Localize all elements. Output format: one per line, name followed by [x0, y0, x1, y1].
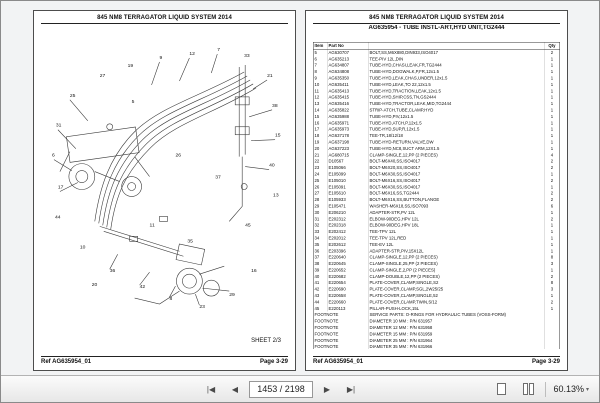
cell-qty: 6 [550, 203, 554, 209]
cell-item: 21 [314, 152, 328, 158]
parts-table-viewport [313, 42, 560, 349]
cell-item: 36 [314, 248, 328, 254]
two-page-view-button[interactable] [518, 380, 538, 399]
cell-item: 26 [314, 184, 328, 190]
cell-item: 32 [314, 222, 328, 228]
cell-qty: 1 [550, 145, 554, 151]
cell-description: BOLT-M6X16,SS,ISO4017 [369, 177, 545, 183]
cell-item: 16 [314, 120, 328, 126]
cell-part-no: AG630707 [328, 49, 369, 55]
cell-qty: 1 [550, 267, 554, 273]
cell-description: PLATE-COVER,CLAMP,TWIN,S/12 [369, 299, 545, 305]
cell-description: TUBE-HYD,NC8,SUCT ARM,12X1.5 [369, 145, 545, 151]
diagram-callout-number: 7 [217, 47, 221, 54]
single-page-view-button[interactable] [491, 380, 511, 399]
cell-description: STRIP-ATCH,TUBE,CLAMP,HYD [369, 107, 545, 113]
cell-footnote-label: FOOTNOTE [314, 344, 369, 349]
header-rule [41, 23, 288, 24]
diagram-callout-number: 19 [127, 63, 134, 69]
cell-item: 11 [314, 88, 328, 94]
cell-qty: 1 [550, 101, 554, 107]
page-title: 845 NM8 TERRAGATOR LIQUID SYSTEM 2014 [369, 15, 504, 21]
cell-item: 5 [314, 49, 328, 55]
diagram-callout-number: 26 [175, 152, 181, 159]
diagram-callout-number: 17 [57, 184, 64, 191]
parts-table [313, 42, 560, 349]
cell-item: 14 [314, 107, 328, 113]
cell-description: TUBE-HYD,TRACTION,LEAK,12x1.5 [369, 88, 545, 94]
cell-item: 28 [314, 197, 328, 203]
diagram-callout-number: 6 [51, 152, 55, 159]
cell-part-no: E105471 [328, 203, 369, 209]
cell-qty: 2 [550, 299, 554, 305]
page-number-input[interactable] [249, 381, 313, 398]
cell-item: 42 [314, 286, 328, 292]
last-page-button[interactable]: ▶| [346, 384, 356, 394]
diagram-callout-number: 13 [273, 192, 279, 199]
cell-qty: 1 [550, 293, 554, 299]
diagram-callout-number: 42 [139, 284, 146, 291]
cell-item: 39 [314, 267, 328, 273]
cell-qty: 8 [550, 254, 554, 260]
cell-part-no: AG635213 [328, 56, 369, 62]
next-page-button[interactable]: ▶ [323, 384, 331, 394]
cell-qty: 1 [550, 56, 554, 62]
cell-part-no: E220645 [328, 261, 369, 267]
cell-qty: 1 [550, 184, 554, 190]
diagram-callout-number: 37 [215, 174, 221, 181]
cell-description: TEE-TPV 12L,RED [369, 235, 545, 241]
cell-qty: 1 [550, 139, 554, 145]
footer-ref: Ref AG635954_01 [41, 359, 92, 365]
cell-qty: 4 [550, 152, 554, 158]
cell-description: TUBE-HYD,TRACTOR,LEAK,MID,TG2444 [369, 101, 545, 107]
cell-part-no: E220658 [328, 293, 369, 299]
cell-part-no: E220654 [328, 280, 369, 286]
assembly-subtitle: AG635954 - TUBE INSTL-ART,HYD UNIT,TG2444 [368, 25, 505, 31]
cell-part-no: E220113 [328, 305, 369, 311]
cell-qty: 2 [550, 158, 554, 164]
cell-description: TUBE-HYD,DOGWALK,P,FR,12x1.5 [369, 69, 545, 75]
zoom-control[interactable] [553, 384, 589, 394]
header-part-no: Part No [328, 43, 369, 49]
view-zoom-group [491, 376, 589, 402]
cell-qty: 1 [550, 94, 554, 100]
cell-qty: 1 [550, 107, 554, 113]
cell-part-no: AG635822 [328, 107, 369, 113]
cell-part-no: AG635971 [328, 120, 369, 126]
cell-footnote-label: FOOTNOTE [314, 325, 369, 331]
sheet-label: SHEET 2/3 [251, 338, 281, 344]
cell-item: 23 [314, 165, 328, 171]
cell-item: 34 [314, 235, 328, 241]
diagram-callout-number: 5 [131, 98, 135, 105]
header-qty: Qty [548, 43, 556, 48]
cell-part-no: E203396 [328, 248, 369, 254]
cell-description: TUBE-HYD,ATCH,P,12x1.5 [369, 120, 545, 126]
cell-part-no: AG637198 [328, 139, 369, 145]
cell-qty: 2 [550, 49, 554, 55]
cell-footnote-text: DIAMETER 35 MM : P/N 631966 [369, 344, 545, 349]
first-page-button[interactable]: |◀ [206, 384, 216, 394]
page-navigation-group [201, 376, 361, 402]
cell-part-no: AG634808 [328, 69, 369, 75]
cell-description: ADAPTER-STR,PV 12L [369, 209, 545, 215]
cell-qty: 2 [550, 216, 554, 222]
cell-qty: 1 [550, 69, 554, 75]
header-item: Item [314, 43, 328, 49]
cell-description: BOLT-M6X40,SS,ISO4017 [369, 158, 545, 164]
cell-qty: 1 [550, 229, 554, 235]
cell-description: TEE-EV 12L [369, 241, 545, 247]
cell-qty: 1 [550, 241, 554, 247]
cell-item: 25 [314, 177, 328, 183]
cell-description: BOLT-M6X30,SS,ISO4017 [369, 171, 545, 177]
cell-qty: 2 [550, 190, 554, 196]
cell-part-no: AG637178 [328, 133, 369, 139]
cell-qty: 1 [550, 133, 554, 139]
cell-qty: 2 [550, 177, 554, 183]
cell-part-no: AG680715 [328, 152, 369, 158]
cell-footnote-label: FOOTNOTE [314, 312, 369, 318]
cell-part-no: E220690 [328, 286, 369, 292]
diagram-callout-number: 38 [272, 102, 278, 109]
cell-part-no: E206210 [328, 209, 369, 215]
cell-description: CLAMP-SINGLE,2,PP (2 PIECES) [369, 267, 545, 273]
diagram-callout-number: 40 [269, 162, 275, 169]
cell-description: PLATE-COVER,CLAMP,SINGLE,52 [369, 293, 545, 299]
footer-page-number: Page 3-29 [259, 359, 288, 365]
diagram-callout-number: 10 [79, 244, 86, 251]
diagram-callout-number: 9 [159, 55, 163, 62]
cell-item: 12 [314, 94, 328, 100]
cell-description: TUBE-HYD-RETURN,VALVE,DW [369, 139, 545, 145]
cell-part-no: E220682 [328, 273, 369, 279]
cell-footnote-text: DIAMETER 25 MM : P/N 631964 [369, 337, 545, 343]
cell-part-no: AG634807 [328, 62, 369, 68]
cell-part-no: AG635415 [328, 94, 369, 100]
cell-description: TEE-TR,18/12/18 [369, 133, 545, 139]
cell-item: 8 [314, 69, 328, 75]
cell-part-no: D10567 [328, 158, 369, 164]
cell-description: TEE-TPV 12L [369, 229, 545, 235]
cell-description: TUBE-HYD,SUP,R,12x1.5 [369, 126, 545, 132]
cell-item: 18 [314, 133, 328, 139]
cell-footnote-text: DIAMETER 10 MM : P/N 631957 [369, 318, 545, 324]
cell-part-no: AG635413 [328, 88, 369, 94]
cell-item: 27 [314, 190, 328, 196]
cell-qty: 1 [550, 248, 554, 254]
cell-description: TUBE-HYD,CHASI,LEAK,FR,TG2444 [369, 62, 545, 68]
cell-qty: 2 [550, 165, 554, 171]
single-page-icon [497, 383, 506, 395]
cell-item: 43 [314, 293, 328, 299]
footnote-row [314, 344, 560, 349]
cell-footnote-label: FOOTNOTE [314, 318, 369, 324]
cell-description: BOLT,SS,M6X880,DIN933,ISO4017 [369, 49, 545, 55]
cell-part-no: E202412 [328, 229, 369, 235]
zoom-value: 60.13% [553, 384, 584, 394]
diagram-callout-number: 12 [189, 51, 195, 58]
document-page-left [33, 10, 296, 371]
diagram-callout-number: 27 [99, 72, 106, 79]
footer-ref: Ref AG635954_01 [313, 359, 364, 365]
cell-description: TUBE-HYD,LEAK,CHAS,UNDER,12x1.5 [369, 75, 545, 81]
cell-footnote-label: FOOTNOTE [314, 337, 369, 343]
cell-item: 7 [314, 62, 328, 68]
diagram-callout-number: 21 [267, 72, 273, 79]
cell-qty: 1 [550, 305, 554, 311]
cell-qty: 1 [550, 81, 554, 87]
cell-qty: 2 [550, 273, 554, 279]
cell-qty: 3 [550, 261, 554, 267]
footer-page-number: Page 3-29 [531, 359, 560, 365]
cell-part-no: AG635416 [328, 101, 369, 107]
cell-description: CLAMP-SINGLE,25,PP (2 PIECES) [369, 261, 545, 267]
table-header-row [314, 43, 560, 50]
cell-part-no: E105099 [328, 171, 369, 177]
cell-description: TUBE-HYD,PIV,12x1.5 [369, 113, 545, 119]
diagram-callout-number: 15 [275, 132, 281, 139]
page-title: 845 NM8 TERRAGATOR LIQUID SYSTEM 2014 [97, 15, 232, 21]
cell-part-no: AG635350 [328, 75, 369, 81]
diagram-callout-number: 31 [55, 122, 62, 129]
cell-description: BOLT-M6X16,SS,BUTTON,FLANGE [369, 197, 545, 203]
cell-item: 38 [314, 261, 328, 267]
cell-part-no: E220652 [328, 267, 369, 273]
cell-item: 30 [314, 209, 328, 215]
chevron-down-icon: ▾ [585, 386, 589, 393]
cell-part-no: E105066 [328, 165, 369, 171]
cell-item: 10 [314, 81, 328, 87]
previous-page-button[interactable]: ◀ [231, 384, 239, 394]
cell-item: 33 [314, 229, 328, 235]
cell-description: TEE-PIV 12L,DIN [369, 56, 545, 62]
diagram-callout-number: 45 [245, 222, 251, 229]
cell-item: 35 [314, 241, 328, 247]
cell-qty: 1 [550, 88, 554, 94]
diagram-callout-number: 33 [244, 53, 250, 60]
cell-description: BOLT-M6X30,SS,ISO4017 [369, 184, 545, 190]
cell-part-no: AG635411 [328, 81, 369, 87]
cell-item: 15 [314, 113, 328, 119]
cell-item: 17 [314, 126, 328, 132]
cell-footnote-text: SERVICE PARTS: O-RINGS FOR HYDRAULIC TUBES (VOSS-FORM) [369, 312, 545, 318]
cell-part-no: E202318 [328, 222, 369, 228]
cell-item: 19 [314, 139, 328, 145]
cell-qty: 3 [550, 286, 554, 292]
cell-qty: 1 [550, 62, 554, 68]
cell-item: 31 [314, 216, 328, 222]
cell-qty: 1 [550, 75, 554, 81]
diagram-callout-number: 35 [187, 238, 193, 245]
cell-item: 44 [314, 299, 328, 305]
cell-qty: 1 [550, 120, 554, 126]
header-rule [313, 23, 560, 24]
cell-item: 22 [314, 158, 328, 164]
cell-qty: 8 [550, 280, 554, 286]
cell-qty: 1 [550, 171, 554, 177]
cell-item: 41 [314, 280, 328, 286]
two-page-icon [523, 383, 534, 395]
cell-footnote-label: FOOTNOTE [314, 331, 369, 337]
cell-part-no: E105010 [328, 177, 369, 183]
cell-part-no: E105610 [328, 190, 369, 196]
cell-description: TUBE-HYD,LEAK,TO 22,12x1.5 [369, 81, 545, 87]
cell-item: 40 [314, 273, 328, 279]
cell-description: CLAMP-SINGLE,12,PP (2 PIECES) [369, 152, 545, 158]
cell-qty: 1 [550, 126, 554, 132]
diagram-callout-number: 20 [91, 282, 98, 289]
cell-item: 24 [314, 171, 328, 177]
cell-item: 29 [314, 203, 328, 209]
cell-item: 45 [314, 305, 328, 311]
cell-description: WASHER-M6X18,SS,ISO7093 [369, 203, 545, 209]
viewer-toolbar [1, 375, 599, 402]
diagram-callout-number: 36 [109, 268, 116, 275]
cell-qty: 1 [550, 222, 554, 228]
cell-footnote-text: DIAMETER 12 MM : P/N 631958 [369, 325, 545, 331]
cell-description: BOLT-M6X20,SS,ISO4017 [369, 165, 545, 171]
cell-part-no: E105933 [328, 197, 369, 203]
cell-item: 9 [314, 75, 328, 81]
document-page-right [305, 10, 568, 371]
header-description [369, 43, 545, 49]
cell-description: PLATE-COVER,CLAMP,SINGLE,S2 [369, 280, 545, 286]
diagram-callout-number: 16 [251, 268, 257, 275]
cell-description: PILLAR-PUSH-LOCK,15L [369, 305, 545, 311]
cell-item: 20 [314, 145, 328, 151]
cell-part-no: E105091 [328, 184, 369, 190]
cell-description: PLATE-COVER,CLAMP,SGL,2W25/25 [369, 286, 545, 292]
cell-description: TUBE-HYD,SHIP,CSS,TN,GS2444 [369, 94, 545, 100]
diagram-callout-number: 29 [229, 292, 235, 299]
diagram-callout-number: 44 [54, 214, 61, 221]
cell-description: CLAMP-SINGLE,12,PP (2 PIECES) [369, 254, 545, 260]
cell-part-no: AG635988 [328, 113, 369, 119]
diagram-callout-number: 25 [69, 92, 76, 99]
cell-part-no: E202012 [328, 235, 369, 241]
diagram-callouts [52, 47, 281, 310]
cell-item: 37 [314, 254, 328, 260]
cell-item: 13 [314, 101, 328, 107]
cell-part-no: AG637223 [328, 145, 369, 151]
cell-part-no: E202312 [328, 216, 369, 222]
diagram-callout-number: 23 [199, 304, 205, 311]
cell-part-no: E202612 [328, 241, 369, 247]
cell-qty: 1 [550, 209, 554, 215]
cell-qty: 2 [550, 197, 554, 203]
cell-part-no: E220640 [328, 254, 369, 260]
cell-part-no: AG635973 [328, 126, 369, 132]
exploded-parts-diagram [40, 37, 289, 346]
cell-description: BOLT-M6X16,SS,TG2444 [369, 190, 545, 196]
cell-item: 6 [314, 56, 328, 62]
page-footer [41, 356, 288, 365]
page-footer [313, 356, 560, 365]
cell-part-no: E220660 [328, 299, 369, 305]
cell-description: ELBOW-90DEG,HPV 18L [369, 222, 545, 228]
cell-description: CLAMP-DOUBLE,12,PP (2 PIECES) [369, 273, 545, 279]
cell-footnote-text: DIAMETER 15 MM : P/N 631959 [369, 331, 545, 337]
cell-qty: 1 [550, 235, 554, 241]
diagram-callout-number: 11 [149, 222, 155, 229]
cell-description: ELBOW-90DEG,HPV 12L [369, 216, 545, 222]
parts-diagram-svg [40, 37, 289, 346]
toolbar-separator [545, 382, 546, 397]
cell-qty [545, 344, 560, 349]
diagram-callout-number: 8 [169, 296, 173, 303]
cell-qty: 1 [550, 113, 554, 119]
cell-description: ADAPTER-STR,PIV,15X12L [369, 248, 545, 254]
document-canvas [1, 1, 599, 376]
